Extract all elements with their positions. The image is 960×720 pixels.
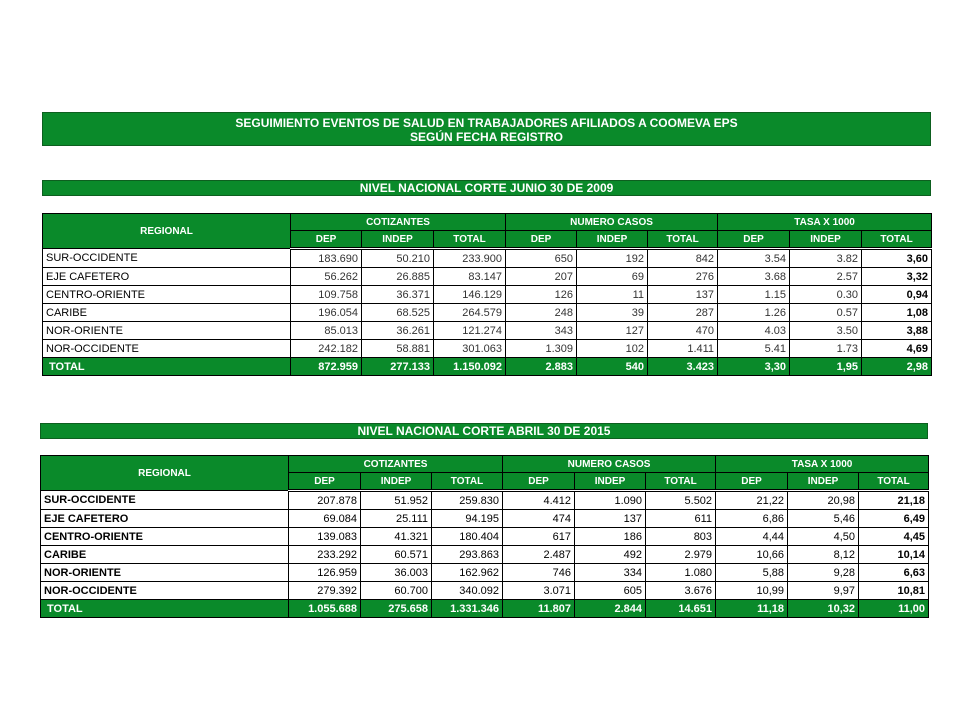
table-cell: 259.830 xyxy=(432,491,503,510)
table-cell: 126 xyxy=(506,286,577,304)
table-cell: 4.03 xyxy=(718,322,790,340)
table-cell: 5.41 xyxy=(718,340,790,358)
table-cell: 9,28 xyxy=(788,564,859,582)
table-row xyxy=(43,249,932,268)
table-cell: 50.210 xyxy=(362,249,434,268)
table-cell: 69.084 xyxy=(289,510,361,528)
table-row xyxy=(41,510,929,528)
table-cell: 207 xyxy=(506,268,577,286)
sub-header: TOTAL xyxy=(859,473,929,491)
table-cell: 343 xyxy=(506,322,577,340)
table-cell: 3.82 xyxy=(790,249,862,268)
table-cell: 186 xyxy=(575,528,646,546)
table-cell: 279.392 xyxy=(289,582,361,600)
table-cell: 25.111 xyxy=(361,510,432,528)
table-cell: 36.371 xyxy=(362,286,434,304)
section1-table xyxy=(42,213,932,376)
table-cell: 9,97 xyxy=(788,582,859,600)
table-cell: 264.579 xyxy=(434,304,506,322)
header-row-groups xyxy=(43,214,932,231)
table-cell: 94.195 xyxy=(432,510,503,528)
table-cell: 6,49 xyxy=(859,510,929,528)
table-cell: 2.487 xyxy=(503,546,575,564)
table-cell: 126.959 xyxy=(289,564,361,582)
table-cell: 301.063 xyxy=(434,340,506,358)
total-cell: 3.423 xyxy=(648,358,718,376)
total-cell: 1,95 xyxy=(790,358,862,376)
table-cell: 276 xyxy=(648,268,718,286)
table-cell: 10,14 xyxy=(859,546,929,564)
regional-name: CENTRO-ORIENTE xyxy=(43,286,291,304)
table-cell: 58.881 xyxy=(362,340,434,358)
regional-name: SUR-OCCIDENTE xyxy=(43,249,291,268)
table-cell: 248 xyxy=(506,304,577,322)
table-cell: 60.571 xyxy=(361,546,432,564)
sub-header: DEP xyxy=(506,231,577,249)
total-label: TOTAL xyxy=(43,358,291,376)
table-cell: 4.412 xyxy=(503,491,575,510)
total-cell: 3,30 xyxy=(718,358,790,376)
table-cell: 617 xyxy=(503,528,575,546)
total-cell: 14.651 xyxy=(646,600,716,618)
table-row xyxy=(41,491,929,510)
sub-header: TOTAL xyxy=(862,231,932,249)
table-cell: 36.003 xyxy=(361,564,432,582)
sub-header: INDEP xyxy=(790,231,862,249)
group-header-tasa-x-1000: TASA X 1000 xyxy=(718,214,932,231)
table-cell: 1.15 xyxy=(718,286,790,304)
table-row xyxy=(43,340,932,358)
table-row xyxy=(41,528,929,546)
table-cell: 69 xyxy=(577,268,648,286)
table-cell: 3.50 xyxy=(790,322,862,340)
sub-header: INDEP xyxy=(575,473,646,491)
table-cell: 5,88 xyxy=(716,564,788,582)
table-cell: 1,08 xyxy=(862,304,932,322)
table-cell: 127 xyxy=(577,322,648,340)
table-cell: 3,88 xyxy=(862,322,932,340)
table-cell: 207.878 xyxy=(289,491,361,510)
total-cell: 11.807 xyxy=(503,600,575,618)
table-cell: 109.758 xyxy=(291,286,362,304)
table-cell: 10,99 xyxy=(716,582,788,600)
table-cell: 51.952 xyxy=(361,491,432,510)
table-cell: 8,12 xyxy=(788,546,859,564)
sub-header: DEP xyxy=(291,231,362,249)
section2-table xyxy=(40,455,929,618)
table-cell: 287 xyxy=(648,304,718,322)
total-row xyxy=(41,600,929,618)
sub-header: DEP xyxy=(289,473,361,491)
table-cell: 611 xyxy=(646,510,716,528)
table-cell: 192 xyxy=(577,249,648,268)
table-cell: 650 xyxy=(506,249,577,268)
header-row-groups xyxy=(41,456,929,473)
table-cell: 233.292 xyxy=(289,546,361,564)
table-cell: 340.092 xyxy=(432,582,503,600)
total-cell: 11,00 xyxy=(859,600,929,618)
table-cell: 5.502 xyxy=(646,491,716,510)
table-cell: 4,45 xyxy=(859,528,929,546)
sub-header: DEP xyxy=(716,473,788,491)
group-header-cotizantes: COTIZANTES xyxy=(291,214,506,231)
table-cell: 242.182 xyxy=(291,340,362,358)
sub-header: TOTAL xyxy=(432,473,503,491)
table-row xyxy=(41,564,929,582)
table-cell: 2.979 xyxy=(646,546,716,564)
table-cell: 4,44 xyxy=(716,528,788,546)
total-cell: 2.883 xyxy=(506,358,577,376)
table-cell: 60.700 xyxy=(361,582,432,600)
total-cell: 2.844 xyxy=(575,600,646,618)
table-cell: 5,46 xyxy=(788,510,859,528)
total-cell: 872.959 xyxy=(291,358,362,376)
sub-header: INDEP xyxy=(362,231,434,249)
table-cell: 842 xyxy=(648,249,718,268)
regional-name: NOR-ORIENTE xyxy=(43,322,291,340)
table-cell: 3,32 xyxy=(862,268,932,286)
table-cell: 492 xyxy=(575,546,646,564)
total-row xyxy=(43,358,932,376)
regional-name: EJE CAFETERO xyxy=(41,510,289,528)
total-cell: 11,18 xyxy=(716,600,788,618)
table-cell: 6,63 xyxy=(859,564,929,582)
total-cell: 1.150.092 xyxy=(434,358,506,376)
table-cell: 39 xyxy=(577,304,648,322)
table-cell: 1.090 xyxy=(575,491,646,510)
table-cell: 83.147 xyxy=(434,268,506,286)
table-cell: 36.261 xyxy=(362,322,434,340)
report-title-line2: SEGÚN FECHA REGISTRO xyxy=(410,130,563,144)
regional-name: CARIBE xyxy=(41,546,289,564)
sub-header: INDEP xyxy=(788,473,859,491)
table-row xyxy=(43,322,932,340)
table-cell: 474 xyxy=(503,510,575,528)
table-cell: 334 xyxy=(575,564,646,582)
regional-header: REGIONAL xyxy=(43,214,291,249)
report-title-banner xyxy=(42,112,931,146)
table-cell: 605 xyxy=(575,582,646,600)
table-cell: 85.013 xyxy=(291,322,362,340)
table-cell: 1.309 xyxy=(506,340,577,358)
table-row xyxy=(43,304,932,322)
table-cell: 0.30 xyxy=(790,286,862,304)
table-cell: 102 xyxy=(577,340,648,358)
group-header-numero-casos: NUMERO CASOS xyxy=(506,214,718,231)
section1-title: NIVEL NACIONAL CORTE JUNIO 30 DE 2009 xyxy=(42,180,931,196)
sub-header: INDEP xyxy=(577,231,648,249)
sub-header: TOTAL xyxy=(434,231,506,249)
table-cell: 803 xyxy=(646,528,716,546)
table-cell: 1.411 xyxy=(648,340,718,358)
regional-name: CARIBE xyxy=(43,304,291,322)
total-cell: 1.055.688 xyxy=(289,600,361,618)
table-row xyxy=(43,268,932,286)
table-cell: 10,66 xyxy=(716,546,788,564)
regional-name: CENTRO-ORIENTE xyxy=(41,528,289,546)
table-cell: 56.262 xyxy=(291,268,362,286)
table-cell: 6,86 xyxy=(716,510,788,528)
table-cell: 4,50 xyxy=(788,528,859,546)
sub-header: DEP xyxy=(503,473,575,491)
table-row xyxy=(41,546,929,564)
total-cell: 540 xyxy=(577,358,648,376)
regional-name: NOR-OCCIDENTE xyxy=(43,340,291,358)
table-cell: 121.274 xyxy=(434,322,506,340)
table-cell: 0.57 xyxy=(790,304,862,322)
table-cell: 146.129 xyxy=(434,286,506,304)
total-cell: 1.331.346 xyxy=(432,600,503,618)
regional-name: SUR-OCCIDENTE xyxy=(41,491,289,510)
table-cell: 3.071 xyxy=(503,582,575,600)
section2-title: NIVEL NACIONAL CORTE ABRIL 30 DE 2015 xyxy=(40,423,928,439)
total-cell: 277.133 xyxy=(362,358,434,376)
table-cell: 10,81 xyxy=(859,582,929,600)
total-cell: 10,32 xyxy=(788,600,859,618)
regional-name: NOR-OCCIDENTE xyxy=(41,582,289,600)
table-cell: 68.525 xyxy=(362,304,434,322)
table-cell: 196.054 xyxy=(291,304,362,322)
table-cell: 1.26 xyxy=(718,304,790,322)
total-cell: 275.658 xyxy=(361,600,432,618)
table-row xyxy=(41,582,929,600)
table-cell: 3.68 xyxy=(718,268,790,286)
table-cell: 180.404 xyxy=(432,528,503,546)
table-cell: 1.080 xyxy=(646,564,716,582)
table-cell: 470 xyxy=(648,322,718,340)
table-cell: 3.676 xyxy=(646,582,716,600)
report-title-line1: SEGUIMIENTO EVENTOS DE SALUD EN TRABAJADORES AFILIADOS A COOMEVA EPS xyxy=(235,116,738,130)
table-cell: 137 xyxy=(575,510,646,528)
group-header-numero-casos: NUMERO CASOS xyxy=(503,456,716,473)
table-cell: 20,98 xyxy=(788,491,859,510)
table-cell: 1.73 xyxy=(790,340,862,358)
total-label: TOTAL xyxy=(41,600,289,618)
table-cell: 746 xyxy=(503,564,575,582)
regional-name: EJE CAFETERO xyxy=(43,268,291,286)
table-cell: 233.900 xyxy=(434,249,506,268)
table-cell: 3.54 xyxy=(718,249,790,268)
group-header-tasa-x-1000: TASA X 1000 xyxy=(716,456,929,473)
table-cell: 3,60 xyxy=(862,249,932,268)
table-cell: 137 xyxy=(648,286,718,304)
table-cell: 139.083 xyxy=(289,528,361,546)
table-row xyxy=(43,286,932,304)
total-cell: 2,98 xyxy=(862,358,932,376)
table-cell: 2.57 xyxy=(790,268,862,286)
sub-header: TOTAL xyxy=(646,473,716,491)
regional-name: NOR-ORIENTE xyxy=(41,564,289,582)
sub-header: DEP xyxy=(718,231,790,249)
table-cell: 4,69 xyxy=(862,340,932,358)
table-cell: 21,22 xyxy=(716,491,788,510)
table-cell: 183.690 xyxy=(291,249,362,268)
table-cell: 293.863 xyxy=(432,546,503,564)
table-cell: 41.321 xyxy=(361,528,432,546)
table-cell: 21,18 xyxy=(859,491,929,510)
sub-header: INDEP xyxy=(361,473,432,491)
sub-header: TOTAL xyxy=(648,231,718,249)
regional-header: REGIONAL xyxy=(41,456,289,491)
table-cell: 11 xyxy=(577,286,648,304)
table-cell: 0,94 xyxy=(862,286,932,304)
group-header-cotizantes: COTIZANTES xyxy=(289,456,503,473)
table-cell: 162.962 xyxy=(432,564,503,582)
table-cell: 26.885 xyxy=(362,268,434,286)
